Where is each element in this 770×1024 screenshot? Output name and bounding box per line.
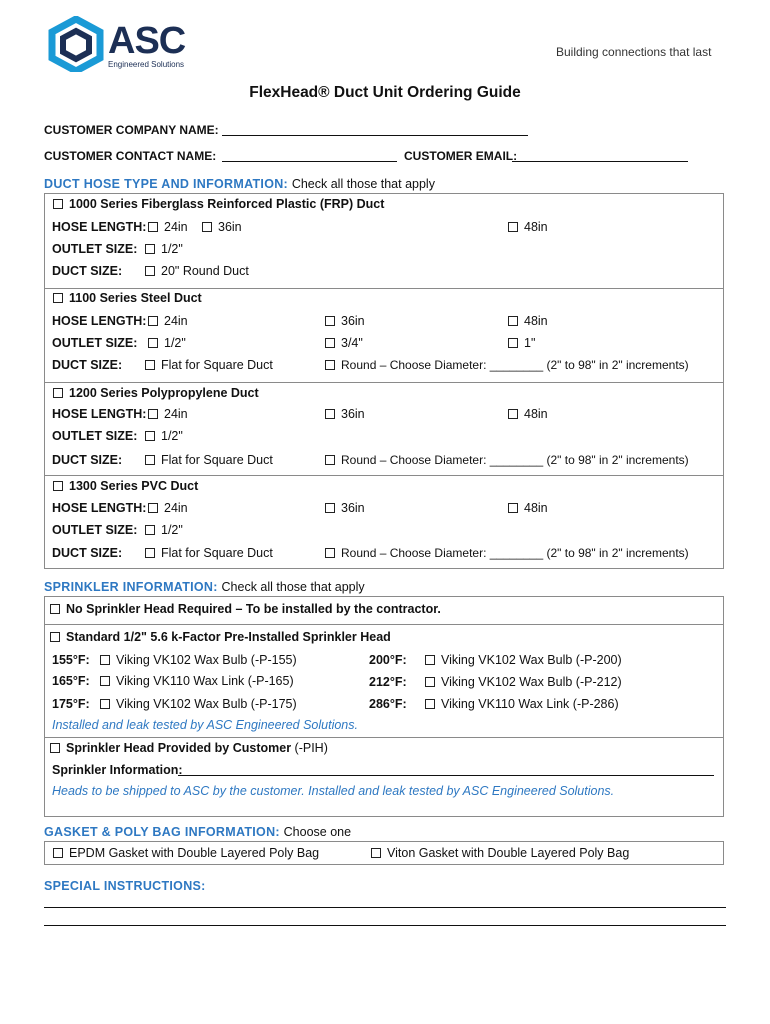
s1200-duct-flat[interactable]: Flat for Square Duct (145, 453, 273, 467)
checkbox[interactable] (148, 222, 158, 232)
checkbox[interactable] (50, 743, 60, 753)
outlet-size-label: OUTLET SIZE: (52, 242, 138, 256)
divider (44, 737, 724, 738)
special-instructions-line-1[interactable] (44, 897, 726, 908)
checkbox[interactable] (145, 455, 155, 465)
series-1000-option[interactable]: 1000 Series Fiberglass Reinforced Plastic (FRP) Duct (53, 197, 384, 211)
temp-option[interactable]: Viking VK102 Wax Bulb (-P-175) (100, 697, 297, 711)
hose-length-label: HOSE LENGTH: (52, 220, 147, 234)
s1100-duct-round[interactable]: Round – Choose Diameter: ________ (2" to 98" in 2" increments) (325, 358, 689, 372)
sprinkler-heading-sub: Check all those that apply (221, 580, 365, 594)
temp-option[interactable]: Viking VK102 Wax Bulb (-P-212) (425, 675, 622, 689)
checkbox[interactable] (145, 431, 155, 441)
divider (44, 382, 724, 383)
divider (44, 288, 724, 289)
outlet-size-label: OUTLET SIZE: (52, 429, 138, 443)
duct-heading-sub: Check all those that apply (291, 177, 435, 191)
checkbox[interactable] (50, 632, 60, 642)
checkbox[interactable] (325, 409, 335, 419)
checkbox[interactable] (145, 266, 155, 276)
s1300-hose-24[interactable]: 24in (148, 501, 188, 515)
checkbox[interactable] (100, 699, 110, 709)
hose-length-label: HOSE LENGTH: (52, 407, 147, 421)
temp-option[interactable]: Viking VK110 Wax Link (-P-165) (100, 674, 294, 688)
series-1200-option[interactable]: 1200 Series Polypropylene Duct (53, 386, 259, 400)
checkbox[interactable] (325, 548, 335, 558)
s1200-hose-48[interactable]: 48in (508, 407, 548, 421)
no-sprinkler-option[interactable]: No Sprinkler Head Required – To be installed by the contractor. (50, 602, 441, 616)
sprinkler-heading: SPRINKLER INFORMATION: Check all those that apply (44, 580, 365, 594)
s1100-outlet-1[interactable]: 1" (508, 336, 535, 350)
duct-size-label: DUCT SIZE: (52, 264, 123, 278)
s1000-duct-20-round[interactable]: 20" Round Duct (145, 264, 249, 278)
s1000-hose-24[interactable]: 24in (148, 220, 188, 234)
checkbox[interactable] (145, 360, 155, 370)
checkbox[interactable] (145, 548, 155, 558)
customer-provided-option[interactable]: Sprinkler Head Provided by Customer (-PIH) (50, 741, 328, 755)
s1300-hose-48[interactable]: 48in (508, 501, 548, 515)
provided-code: (-PIH) (294, 741, 328, 755)
installed-note: Installed and leak tested by ASC Engineered Solutions. (52, 718, 358, 732)
temp-label: 200°F: (369, 653, 407, 667)
checkbox[interactable] (53, 481, 63, 491)
s1200-hose-36[interactable]: 36in (325, 407, 365, 421)
checkbox[interactable] (325, 503, 335, 513)
checkbox[interactable] (325, 316, 335, 326)
customer-email-label: CUSTOMER EMAIL: (404, 149, 518, 163)
checkbox[interactable] (53, 848, 63, 858)
temp-label: 175°F: (52, 697, 90, 711)
duct-size-label: DUCT SIZE: (52, 546, 123, 560)
temp-option[interactable]: Viking VK102 Wax Bulb (-P-155) (100, 653, 297, 667)
special-instructions-line-2[interactable] (44, 915, 726, 926)
s1300-outlet-12[interactable]: 1/2" (145, 523, 183, 537)
s1200-duct-round[interactable]: Round – Choose Diameter: ________ (2" to 98" in 2" increments) (325, 453, 689, 467)
s1300-duct-flat[interactable]: Flat for Square Duct (145, 546, 273, 560)
checkbox[interactable] (508, 316, 518, 326)
brand-name: ASC (108, 20, 186, 62)
temp-label: 212°F: (369, 675, 407, 689)
tagline: Building connections that last (556, 45, 712, 59)
page-title: FlexHead® Duct Unit Ordering Guide (249, 84, 521, 101)
sprinkler-info-field[interactable] (178, 765, 714, 776)
checkbox[interactable] (508, 222, 518, 232)
outlet-size-label: OUTLET SIZE: (52, 523, 138, 537)
checkbox[interactable] (53, 199, 63, 209)
checkbox[interactable] (53, 293, 63, 303)
gasket-viton-option[interactable]: Viton Gasket with Double Layered Poly Bag (371, 846, 629, 860)
s1200-hose-24[interactable]: 24in (148, 407, 188, 421)
checkbox[interactable] (148, 338, 158, 348)
checkbox[interactable] (508, 409, 518, 419)
series-1300-option[interactable]: 1300 Series PVC Duct (53, 479, 198, 493)
checkbox[interactable] (145, 244, 155, 254)
checkbox[interactable] (53, 388, 63, 398)
s1200-outlet-12[interactable]: 1/2" (145, 429, 183, 443)
checkbox[interactable] (148, 503, 158, 513)
customer-company-label: CUSTOMER COMPANY NAME: (44, 123, 219, 137)
customer-company-field[interactable] (222, 125, 528, 136)
checkbox[interactable] (425, 677, 435, 687)
temp-label: 155°F: (52, 653, 90, 667)
checkbox[interactable] (325, 338, 335, 348)
s1000-hose-36[interactable]: 36in (202, 220, 242, 234)
checkbox[interactable] (148, 316, 158, 326)
asc-logo (46, 16, 196, 72)
checkbox[interactable] (425, 699, 435, 709)
temp-option[interactable]: Viking VK102 Wax Bulb (-P-200) (425, 653, 622, 667)
checkbox[interactable] (425, 655, 435, 665)
checkbox[interactable] (100, 676, 110, 686)
temp-label: 165°F: (52, 674, 90, 688)
customer-contact-label: CUSTOMER CONTACT NAME: (44, 149, 217, 163)
s1300-duct-round[interactable]: Round – Choose Diameter: ________ (2" to 98" in 2" increments) (325, 546, 689, 560)
checkbox[interactable] (508, 503, 518, 513)
s1100-outlet-34[interactable]: 3/4" (325, 336, 363, 350)
duct-heading: DUCT HOSE TYPE AND INFORMATION: Check all those that apply (44, 177, 435, 191)
checkbox[interactable] (325, 455, 335, 465)
checkbox[interactable] (148, 409, 158, 419)
customer-email-field[interactable] (512, 151, 688, 162)
standard-sprinkler-option[interactable]: Standard 1/2" 5.6 k-Factor Pre-Installed Sprinkler Head (50, 630, 391, 644)
s1000-hose-48[interactable]: 48in (508, 220, 548, 234)
special-instructions-heading: SPECIAL INSTRUCTIONS: (44, 879, 206, 893)
divider (44, 475, 724, 476)
s1100-hose-48[interactable]: 48in (508, 314, 548, 328)
s1300-hose-36[interactable]: 36in (325, 501, 365, 515)
temp-option[interactable]: Viking VK110 Wax Link (-P-286) (425, 697, 619, 711)
checkbox[interactable] (145, 525, 155, 535)
s1100-hose-36[interactable]: 36in (325, 314, 365, 328)
outlet-size-label: OUTLET SIZE: (52, 336, 138, 350)
hose-length-label: HOSE LENGTH: (52, 314, 147, 328)
checkbox[interactable] (100, 655, 110, 665)
gasket-heading-sub: Choose one (283, 825, 352, 839)
temp-label: 286°F: (369, 697, 407, 711)
gasket-epdm-option[interactable]: EPDM Gasket with Double Layered Poly Bag (53, 846, 319, 860)
duct-size-label: DUCT SIZE: (52, 358, 123, 372)
checkbox[interactable] (50, 604, 60, 614)
s1100-duct-flat[interactable]: Flat for Square Duct (145, 358, 273, 372)
checkbox[interactable] (325, 360, 335, 370)
hose-length-label: HOSE LENGTH: (52, 501, 147, 515)
customer-contact-field[interactable] (222, 151, 397, 162)
checkbox[interactable] (371, 848, 381, 858)
checkbox[interactable] (508, 338, 518, 348)
ship-note: Heads to be shipped to ASC by the customer. Installed and leak tested by ASC Engineered Solutions. (52, 784, 615, 798)
series-1100-option[interactable]: 1100 Series Steel Duct (53, 291, 202, 305)
gasket-heading: GASKET & POLY BAG INFORMATION: Choose one (44, 825, 352, 839)
brand-sub: Engineered Solutions (108, 60, 185, 69)
duct-size-label: DUCT SIZE: (52, 453, 123, 467)
s1100-outlet-12[interactable]: 1/2" (148, 336, 186, 350)
s1000-outlet-12[interactable]: 1/2" (145, 242, 183, 256)
divider (44, 624, 724, 625)
checkbox[interactable] (202, 222, 212, 232)
hexagon-logo-icon (46, 16, 106, 72)
sprinkler-info-label: Sprinkler Information: (52, 763, 183, 777)
s1100-hose-24[interactable]: 24in (148, 314, 188, 328)
